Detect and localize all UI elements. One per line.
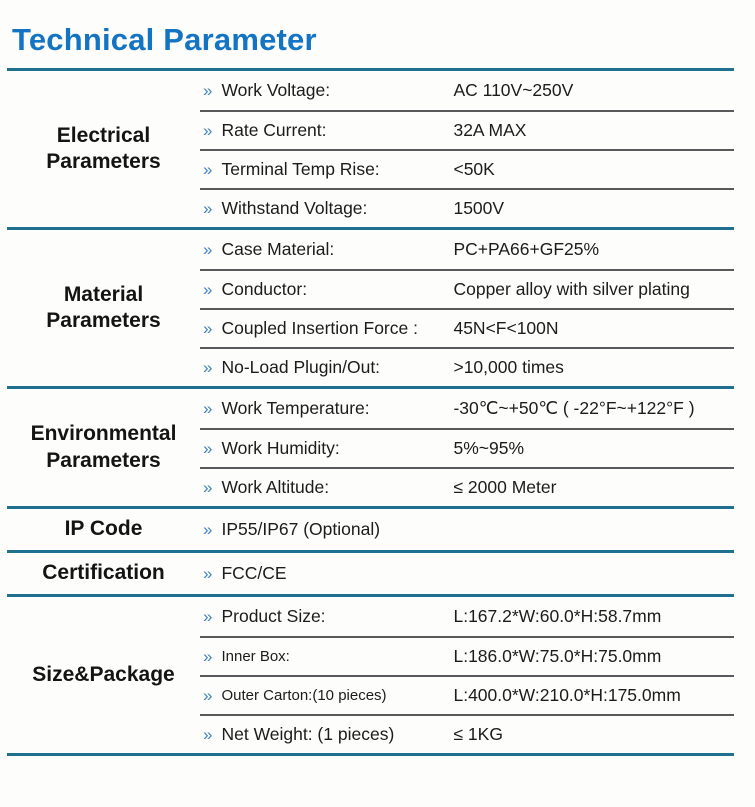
table-row: [200, 347, 734, 386]
table-row: [200, 553, 734, 594]
section-rows: [200, 509, 734, 550]
table-row: [200, 188, 734, 227]
section-environmental-parameters: [7, 386, 734, 506]
table-row: [200, 636, 734, 675]
table-row: [200, 269, 734, 308]
row-value: Copper alloy with silver plating: [453, 279, 690, 299]
table-row: [200, 597, 734, 636]
double-chevron-icon: »: [203, 519, 213, 539]
spec-table: [7, 68, 734, 756]
double-chevron-icon: »: [203, 438, 213, 458]
spec-sheet-page: [0, 22, 755, 807]
row-value: PC+PA66+GF25%: [453, 239, 600, 259]
row-label: No-Load Plugin/Out:: [221, 357, 381, 377]
section-ip-code: [7, 506, 734, 550]
section-material-parameters: [7, 227, 734, 386]
row-value: >10,000 times: [453, 357, 564, 377]
table-row: [200, 467, 734, 506]
row-label: Work Temperature:: [221, 398, 370, 418]
section-rows: [200, 389, 734, 506]
row-label: Withstand Voltage:: [221, 198, 368, 218]
double-chevron-icon: »: [203, 198, 213, 218]
double-chevron-icon: »: [203, 477, 213, 497]
section-title: Certification: [42, 561, 165, 585]
table-row: [200, 71, 734, 110]
row-label: Work Humidity:: [221, 438, 340, 458]
row-value: -30℃~+50℃ ( -22°F~+122°F ): [453, 398, 695, 418]
double-chevron-icon: »: [203, 357, 213, 377]
table-row: [200, 230, 734, 269]
table-row: [200, 675, 734, 714]
section-title: IP Code: [64, 517, 143, 541]
page-title: Technical Parameter: [12, 22, 317, 57]
row-value: L:400.0*W:210.0*H:175.0mm: [453, 685, 681, 705]
section-rows: [200, 71, 734, 227]
row-label: Rate Current:: [221, 120, 327, 140]
table-row: [200, 428, 734, 467]
section-rows: [200, 597, 734, 753]
section-rows: [200, 230, 734, 386]
row-value: L:167.2*W:60.0*H:58.7mm: [453, 606, 662, 626]
section-title: Electrical Parameters: [46, 123, 161, 173]
table-row: [200, 389, 734, 428]
row-label: Inner Box:: [221, 648, 290, 665]
table-row: [200, 308, 734, 347]
double-chevron-icon: »: [203, 563, 213, 583]
double-chevron-icon: »: [203, 724, 213, 744]
row-value: ≤ 2000 Meter: [453, 477, 557, 497]
section-rows: [200, 553, 734, 594]
row-label: Outer Carton:(10 pieces): [221, 687, 387, 704]
row-value: 5%~95%: [453, 438, 525, 458]
section-certification: [7, 550, 734, 594]
double-chevron-icon: »: [203, 318, 213, 338]
table-row: [200, 149, 734, 188]
section-size-package: [7, 594, 734, 756]
row-label: Case Material:: [221, 239, 335, 259]
row-value: 32A MAX: [453, 120, 527, 140]
row-value: 1500V: [453, 198, 505, 218]
double-chevron-icon: »: [203, 279, 213, 299]
section-electrical-parameters: [7, 68, 734, 227]
row-label: Conductor:: [221, 279, 308, 299]
row-label: Work Voltage:: [221, 80, 331, 100]
section-title: Size&Package: [32, 662, 175, 686]
double-chevron-icon: »: [203, 239, 213, 259]
row-value: <50K: [453, 159, 495, 179]
table-row: [200, 509, 734, 550]
double-chevron-icon: »: [203, 398, 213, 418]
row-label: Net Weight: (1 pieces): [221, 724, 395, 744]
double-chevron-icon: »: [203, 606, 213, 626]
double-chevron-icon: »: [203, 159, 213, 179]
row-value: ≤ 1KG: [453, 724, 503, 744]
section-title: Environmental Parameters: [30, 422, 177, 472]
row-label: Coupled Insertion Force :: [221, 318, 418, 338]
row-label: IP55/IP67 (Optional): [221, 519, 381, 539]
double-chevron-icon: »: [203, 685, 213, 705]
row-label: Terminal Temp Rise:: [221, 159, 380, 179]
row-label: FCC/CE: [221, 563, 287, 583]
row-value: 45N<F<100N: [453, 318, 559, 338]
row-label: Work Altitude:: [221, 477, 330, 497]
row-label: Product Size:: [221, 606, 326, 626]
table-row: [200, 714, 734, 753]
double-chevron-icon: »: [203, 646, 213, 666]
row-value: AC 110V~250V: [453, 80, 574, 100]
row-value: L:186.0*W:75.0*H:75.0mm: [453, 646, 662, 666]
table-row: [200, 110, 734, 149]
double-chevron-icon: »: [203, 80, 213, 100]
section-title: Material Parameters: [46, 282, 161, 332]
double-chevron-icon: »: [203, 120, 213, 140]
